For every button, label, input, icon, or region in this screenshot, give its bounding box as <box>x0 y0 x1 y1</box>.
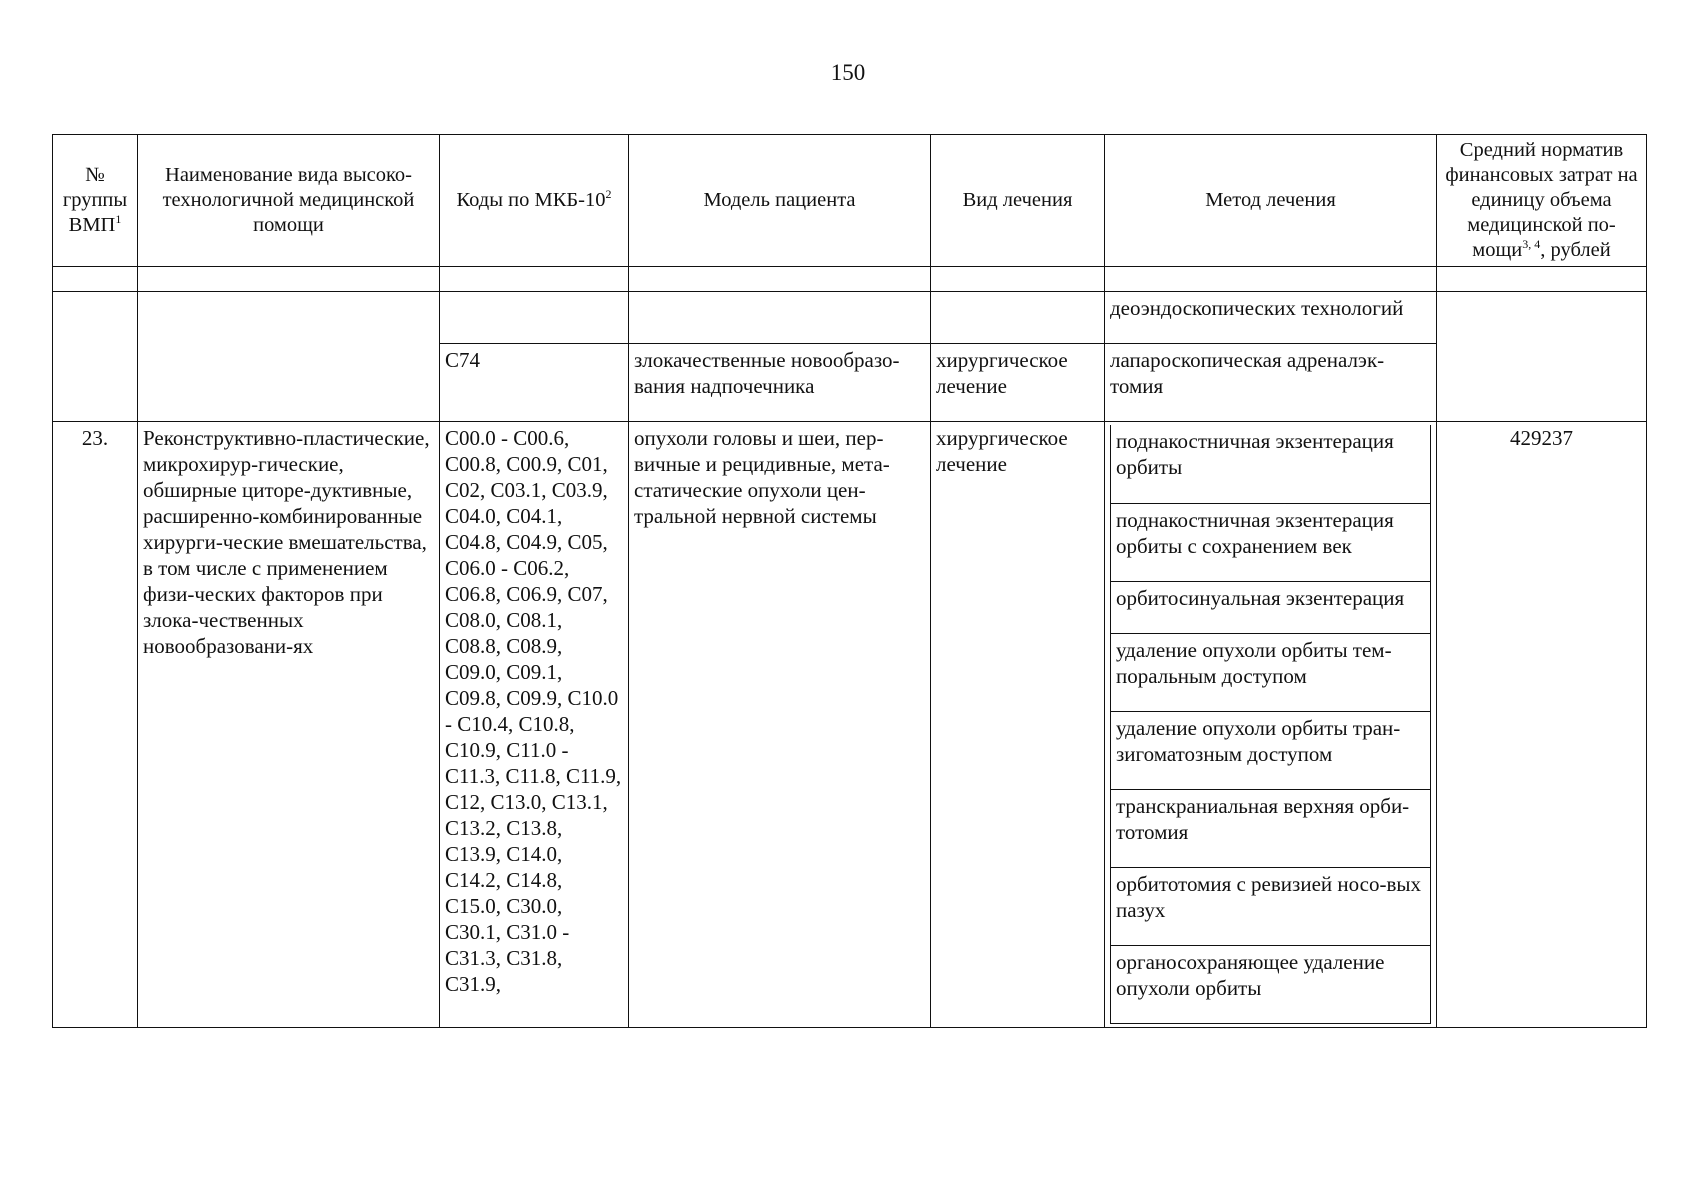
header-row <box>53 135 1647 267</box>
vmp-table <box>52 134 1647 1028</box>
spacer-row <box>53 267 1647 292</box>
group-number: 23. <box>53 422 138 1028</box>
patient-model-adrenal: злокачественные новообразо-вания надпочечника <box>629 344 931 422</box>
header-care-type: Наименование вида высоко-технологичной медицинской помощи <box>138 135 440 267</box>
care-type-name: Реконструктивно-пластические, микрохирур-гические, обширные циторе-дуктивные, расширенно-комбинированные хирурги-ческие вмешательства, в том числе с применением физи-ческих факторов при злока-чественных новообразовани-ях <box>138 422 440 1028</box>
method-item: поднакостничная экзентерация орбиты с сохранением век <box>1111 503 1431 581</box>
icd-codes: C00.0 - C00.6, C00.8, C00.9, C01, C02, C03.1, C03.9, C04.0, C04.1, C04.8, C04.9, C05, C06.0 - C06.2, C06.8, C06.9, C07, C08.0, C08.1, C08.8, C08.9, C09.0, C09.1, C09.8, C09.9, C10.0 - C10.4, C10.8, C10.9, C11.0 - C11.3, C11.8, C11.9, C12, C13.0, C13.1, C13.2, C13.8, C13.9, C14.0, C14.2, C14.8, C15.0, C30.0, C30.1, C31.0 - C31.3, C31.8, C31.9, <box>440 422 629 1028</box>
header-treatment-type: Вид лечения <box>931 135 1105 267</box>
method-item: орбитосинуальная экзентерация <box>1111 581 1431 633</box>
continuation-row-1 <box>53 292 1647 344</box>
patient-model: опухоли головы и шеи, пер-вичные и рецидивные, мета-статические опухоли цен-тральной нервной системы <box>629 422 931 1028</box>
header-group-number: № группы ВМП$^1$ <box>53 135 138 267</box>
method-list <box>1105 422 1437 1028</box>
page-number: 150 <box>830 60 866 85</box>
method-item: транскраниальная верхняя орби-тотомия <box>1111 789 1431 867</box>
method-item: орбитотомия с ревизией носо-вых пазух <box>1111 867 1431 945</box>
method-continuation: деоэндоскопических технологий <box>1105 292 1437 344</box>
icd-code-c74: C74 <box>440 344 629 422</box>
header-patient-model: Модель пациента <box>629 135 931 267</box>
treatment-type: хирургическое лечение <box>931 422 1105 1028</box>
cost-value: 429237 <box>1437 422 1647 1028</box>
method-item: поднакостничная экзентерация орбиты <box>1111 425 1431 503</box>
method-item: удаление опухоли орбиты тем-поральным доступом <box>1111 633 1431 711</box>
header-cost-standard: Средний норматив финансовых затрат на единицу объема медицинской по-мощи$^{3, 4}$, рублей <box>1437 135 1647 267</box>
header-icd-codes: Коды по МКБ-$10^2$ <box>440 135 629 267</box>
method-item: органосохраняющее удаление опухоли орбиты <box>1111 945 1431 1023</box>
treatment-type-surgical: хирургическое лечение <box>931 344 1105 422</box>
group-23-row <box>53 422 1647 1028</box>
method-item: удаление опухоли орбиты тран-зигоматозным доступом <box>1111 711 1431 789</box>
header-treatment-method: Метод лечения <box>1105 135 1437 267</box>
method-adrenalectomy: лапароскопическая адреналэк-томия <box>1105 344 1437 422</box>
